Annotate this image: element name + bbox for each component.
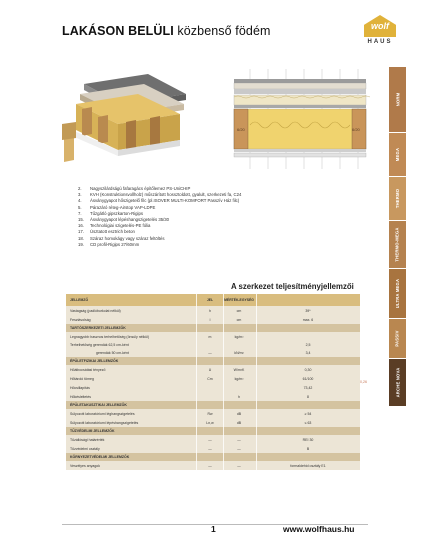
row-symbol: — [208, 463, 212, 468]
tab-passiv[interactable] [389, 318, 406, 358]
table-title: A szerkezet teljesítményjellemzői [231, 282, 354, 291]
row-value: 8 [307, 394, 309, 399]
row-symbol [198, 341, 222, 349]
page-number: 1 [211, 524, 216, 534]
row-unit [224, 383, 254, 392]
row-value: REI 30 [302, 437, 314, 442]
row-symbol: — [208, 446, 212, 451]
table-section-row [66, 453, 360, 461]
header-unit: MÉRTÉK-EGYSÉG [224, 298, 254, 302]
row-unit: dB [236, 420, 242, 425]
row-symbol [198, 383, 222, 392]
floor-3d-illustration [62, 64, 192, 174]
row-unit [224, 341, 254, 349]
row-unit: kg/m² [234, 334, 244, 339]
row-unit: cm [236, 308, 242, 313]
layer-number: 2. [78, 186, 82, 191]
layer-list [78, 186, 378, 248]
tab-arche-nova[interactable] [389, 358, 406, 406]
row-symbol: Cm [207, 376, 213, 381]
table-row [66, 392, 360, 401]
row-unit: cm [236, 317, 242, 322]
layer-item [78, 242, 378, 248]
section-label: ÉPÜLETAKUSZTIKAI JELLEMZŐK [70, 403, 127, 407]
tab-mega[interactable] [389, 132, 406, 176]
layer-number: 15. [78, 217, 84, 223]
section-label: TARTÓSZERKEZETI JELLEMZŐK [70, 326, 126, 330]
table-row [66, 374, 360, 383]
row-unit: kg/m² [234, 376, 244, 381]
row-label: Súlyozott laboratóriumi lépéshangszigetelés [70, 420, 139, 425]
tab-label: THERMO-MEGA [395, 227, 400, 262]
layer-number: 5. [78, 204, 82, 210]
table-row [66, 349, 360, 357]
tab-ultra-mega[interactable] [389, 268, 406, 318]
layer-text: Úsztatott esztrich beton [90, 229, 135, 235]
tab-label: THERMO [395, 188, 401, 209]
layer-text: Ásványgyapot hőszigetelő filc (pl.ISOVER MULTI-KOMFORT Passzív Ház filc) [90, 198, 240, 204]
row-value: 73,42 [303, 385, 313, 390]
row-label: Terhelhetőség gerendák 62,5 cm-ként [70, 343, 129, 347]
layer-text: Ásványgyapot lépéshangszigetelés 35/30 [90, 217, 170, 223]
tab-label: ULTRA MEGA [395, 278, 401, 309]
layer-number: 4. [78, 198, 82, 204]
table-section-row [66, 357, 360, 365]
table-row [66, 418, 360, 427]
row-symbol: U [208, 367, 212, 372]
logo-word: wolf [371, 21, 389, 31]
layer-text: Száraz homokágy vagy száraz feltöltés [90, 235, 165, 241]
layer-text: Nagyszilárdságú fafaragács építőlemez PS-UniCHIP [90, 186, 191, 191]
row-label: Hőcsillapítás [70, 385, 90, 390]
dim-right-label: 6/20 [352, 127, 360, 132]
row-symbol: — [208, 437, 212, 442]
layer-number: 18. [78, 235, 84, 241]
product-line-tabs [389, 66, 406, 406]
table-row [66, 332, 360, 341]
layer-number: 19. [78, 241, 84, 247]
row-value: 39* [305, 308, 311, 313]
performance-table [66, 294, 360, 475]
margin-note-value: 0,26 [360, 380, 367, 384]
row-unit: kN/m² [234, 351, 244, 355]
row-label: Hőkésleltetés [70, 394, 92, 399]
tab-label: NORM [395, 92, 400, 107]
row-label: gerendák 50 cm-ként [96, 351, 129, 355]
title-rest: közbenső födém [177, 24, 271, 38]
row-unit: dB [236, 411, 242, 416]
layer-text: Párazáró réteg-Airstop VAP-LDPE [90, 204, 156, 210]
row-value: 2,5 [305, 343, 311, 347]
column-divider [223, 294, 224, 475]
row-label: Súlyozott laboratóriumi léghangszigetelés [70, 411, 135, 416]
row-value: ≤ 63 [304, 420, 312, 425]
layer-text: CD profil-Rigips 27/60mm [90, 241, 140, 247]
row-value: ≥ 54 [304, 411, 312, 416]
row-value: 61/100 [302, 376, 314, 381]
table-header-row [66, 294, 360, 306]
layer-number: 17. [78, 229, 84, 235]
row-unit: — [237, 446, 241, 451]
row-value: B [306, 446, 310, 451]
section-label: TŰZVÉDELMI JELLEMZŐK [70, 429, 115, 433]
table-row [66, 306, 360, 315]
section-label: KÖRNYEZETVÉDELMI JELLEMZŐK [70, 455, 130, 459]
header-value [258, 294, 358, 306]
layer-text: KVH (Konstruktionsvollholz) műszárított hossztoldott, gyalult, szerkezeti fa, C24 [90, 192, 242, 198]
table-row [66, 444, 360, 453]
layer-text: Tűzgátló gipszkarton-Rigips [90, 210, 144, 216]
section-label: ÉPÜLETFIZIKAI JELLEMZŐK [70, 359, 119, 363]
table-section-row [66, 324, 360, 332]
layer-number: 3. [78, 192, 82, 198]
row-label: Legnagyobb hasznos terhelhetőség (önsúly nélkül) [70, 334, 149, 339]
row-value: max. 6 [302, 317, 314, 322]
table-row [66, 435, 360, 444]
row-label: Hőátbocsátási tényező [70, 367, 106, 372]
row-value: 3,4 [305, 351, 311, 355]
row-symbol: Ln,w [206, 420, 214, 425]
row-label: Tűzvédelmi osztály [70, 446, 100, 451]
row-label: Tűzállósági határérték [70, 437, 105, 442]
column-divider [196, 294, 197, 475]
table-row [66, 315, 360, 324]
wolfhaus-logo[interactable] [361, 15, 399, 49]
row-unit: — [237, 437, 241, 442]
tab-label: ARCHE NOVA [395, 367, 400, 398]
page-title [62, 24, 271, 38]
dim-left-label: 6/20 [237, 127, 245, 132]
row-symbol: l [209, 317, 211, 322]
header-symbol: JEL [206, 298, 214, 302]
row-value: 0,30 [304, 367, 312, 372]
header-label: JELLEMZŐ [70, 298, 89, 302]
row-value [258, 332, 358, 341]
row-symbol [198, 392, 222, 401]
row-label: Vastagság (padlóburkolat nélkül) [70, 308, 121, 313]
table-row [66, 341, 360, 349]
tab-label: MEGA [395, 147, 400, 162]
row-label: Hőtároló tömeg [70, 376, 94, 381]
table-section-row [66, 401, 360, 409]
floor-section-drawing [230, 65, 370, 173]
row-label: Fesztávolság [70, 317, 91, 322]
row-value: formaldehid osztály E1 [290, 463, 326, 468]
layer-number: 16. [78, 223, 84, 229]
tab-thermo[interactable] [389, 176, 406, 220]
logo-subtext: HAUS [367, 39, 393, 45]
row-unit: — [237, 463, 241, 468]
tab-thermo-mega[interactable] [389, 220, 406, 268]
website-link[interactable]: www.wolfhaus.hu [283, 524, 355, 534]
title-bold: LAKÁSON BELÜLI [62, 24, 174, 38]
row-symbol: m [208, 334, 212, 339]
layer-text: Technológiai szigetelés-PE fólia [90, 223, 151, 229]
table-row [66, 383, 360, 392]
row-symbol: Rw [207, 411, 213, 416]
row-symbol: h [209, 308, 211, 313]
row-unit: h [238, 394, 240, 399]
column-divider [256, 294, 257, 475]
table-row [66, 365, 360, 374]
tab-norm[interactable] [389, 66, 406, 132]
table-section-row [66, 427, 360, 435]
table-row [66, 409, 360, 418]
table-row [66, 461, 360, 470]
tab-label: PASSIV [395, 330, 400, 347]
row-symbol: — [208, 351, 212, 355]
layer-number: 7. [78, 210, 82, 216]
row-unit: W/m²K [233, 367, 245, 372]
row-label: Veszélyes anyagok [70, 463, 100, 468]
